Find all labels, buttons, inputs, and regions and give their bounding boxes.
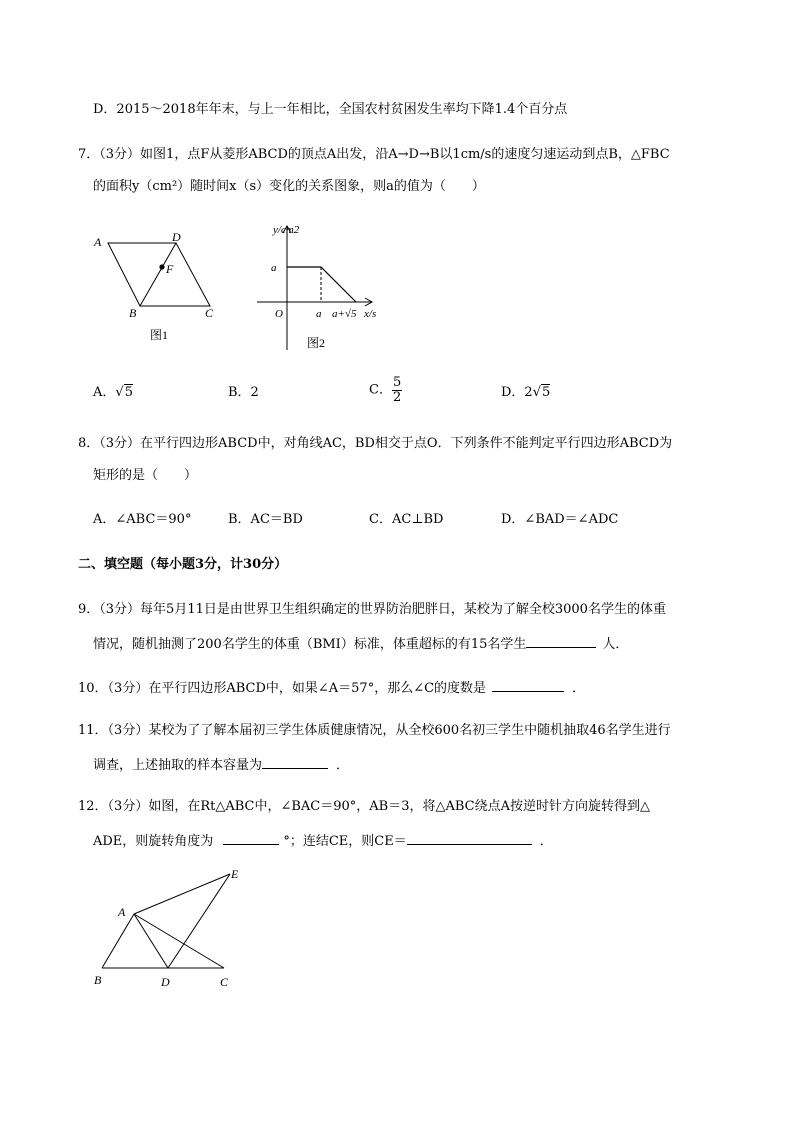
q9-line2: [93, 633, 628, 654]
a-tick-label: a: [271, 262, 277, 274]
q7-option-a[interactable]: [93, 384, 133, 402]
q7-option-d-radicand: 5: [542, 385, 551, 400]
x-tick-end: a+√5: [332, 308, 357, 320]
q12-end: ．: [539, 834, 553, 849]
q7-option-a-prefix: A．: [93, 385, 116, 400]
q8-option-c[interactable]: C．AC⊥BD: [369, 512, 444, 527]
x-tick-a: a: [316, 308, 322, 320]
segment-de: [168, 874, 230, 968]
prev-option-d: D．2015～2018年年末，与上一年相比，全国农村贫困发生率均下降1.4个百分点: [93, 102, 568, 117]
q12-angle-blank[interactable]: [223, 830, 279, 845]
q8-option-d[interactable]: D．∠BAD＝∠ADC: [501, 512, 619, 527]
q8-option-a[interactable]: A．∠ABC＝90°: [93, 512, 192, 527]
q9-answer-blank[interactable]: [526, 633, 596, 648]
label-c: C: [205, 306, 214, 320]
label-f: F: [166, 262, 174, 276]
q11-line2-text: 调查，上述抽取的样本容量为: [93, 758, 263, 773]
y-axis-label: y/cm2: [273, 224, 300, 236]
q12-figure: [88, 862, 248, 992]
q11-line1: 11．（3分）某校为了了解本届初三学生体质健康情况，从全校600名初三学生中随机抽取46名学生进行: [78, 723, 671, 738]
q7-option-c-prefix: C．: [369, 382, 392, 398]
fraction: [392, 376, 402, 405]
q9-line2-unit: 人．: [602, 637, 629, 652]
figure1-caption: 图1: [150, 328, 169, 342]
q7-figure1: [88, 225, 228, 345]
sqrt-sign: √: [532, 385, 541, 400]
origin-label: O: [275, 308, 283, 320]
segment-ab: [102, 914, 134, 968]
point-f: [159, 264, 164, 269]
q8-option-b[interactable]: B．AC＝BD: [228, 512, 303, 527]
q7-line1: 7．（3分）如图1，点F从菱形ABCD的顶点A出发，沿A→D→B以1cm/s的速度匀速运动到点B，△FBC: [78, 147, 670, 162]
label-d: D: [161, 975, 170, 989]
q10-end: ．: [572, 681, 586, 696]
q9-line2-text: 情况，随机抽测了200名学生的体重（BMI）标准，体重超标的有15名学生: [93, 637, 527, 652]
q10-answer-blank[interactable]: [492, 677, 564, 692]
label-c: C: [220, 975, 229, 989]
sqrt-sign: √: [115, 385, 124, 400]
q7-line2: 的面积y（cm²）随时间x（s）变化的关系图象，则a的值为（ ）: [93, 179, 485, 194]
rhombus-abcd: [108, 243, 210, 306]
segment-ae: [134, 874, 230, 914]
q12-line2-text: ADE，则旋转角度为: [93, 834, 214, 849]
label-a: A: [118, 905, 126, 919]
section2-heading: 二、填空题（每小题3分，计30分）: [78, 557, 288, 572]
label-b: B: [129, 306, 137, 320]
q7-option-d-prefix: D．2: [501, 385, 533, 400]
q12-line1: 12．（3分）如图，在Rt△ABC中，∠BAC＝90°，AB＝3，将△ABC绕点A按逆时针方向旋转得到△: [78, 799, 651, 814]
q10-text: 10．（3分）在平行四边形ABCD中，如果∠A＝57°，那么∠C的度数是: [78, 681, 487, 696]
q10-line: [78, 677, 585, 698]
q8-line2: 矩形的是（ ）: [93, 468, 198, 483]
q8-line1: 8．（3分）在平行四边形ABCD中，对角线AC，BD相交于点O．下列条件不能判定平行四边形ABCD为: [78, 436, 673, 451]
q7-option-d[interactable]: [501, 384, 550, 402]
q9-line1: 9．（3分）每年5月11日是由世界卫生组织确定的世界防治肥胖日，某校为了解全校3000名学生的体重: [78, 602, 666, 617]
q7-option-a-radicand: 5: [124, 385, 133, 400]
x-axis-label: x/s: [364, 308, 377, 320]
q11-line2: [93, 754, 349, 775]
label-d: D: [172, 230, 181, 244]
label-b: B: [94, 973, 102, 987]
fraction-denominator: 2: [392, 390, 402, 405]
q7-option-b[interactable]: B．2: [228, 385, 259, 400]
label-e: E: [231, 867, 239, 881]
q12-line2-mid: °；连结CE，则CE＝: [283, 834, 407, 849]
fraction-numerator: 5: [392, 375, 402, 390]
q7-option-c[interactable]: [369, 376, 402, 405]
segment-ad: [134, 914, 168, 968]
segment-ac: [134, 914, 224, 968]
q11-answer-blank[interactable]: [262, 754, 328, 769]
q11-end: ．: [336, 758, 350, 773]
figure2-caption: 图2: [307, 336, 326, 350]
q7-figure2: [253, 220, 393, 355]
q12-ce-blank[interactable]: [407, 830, 532, 845]
q12-line2: [93, 830, 553, 851]
label-a: A: [94, 235, 102, 249]
